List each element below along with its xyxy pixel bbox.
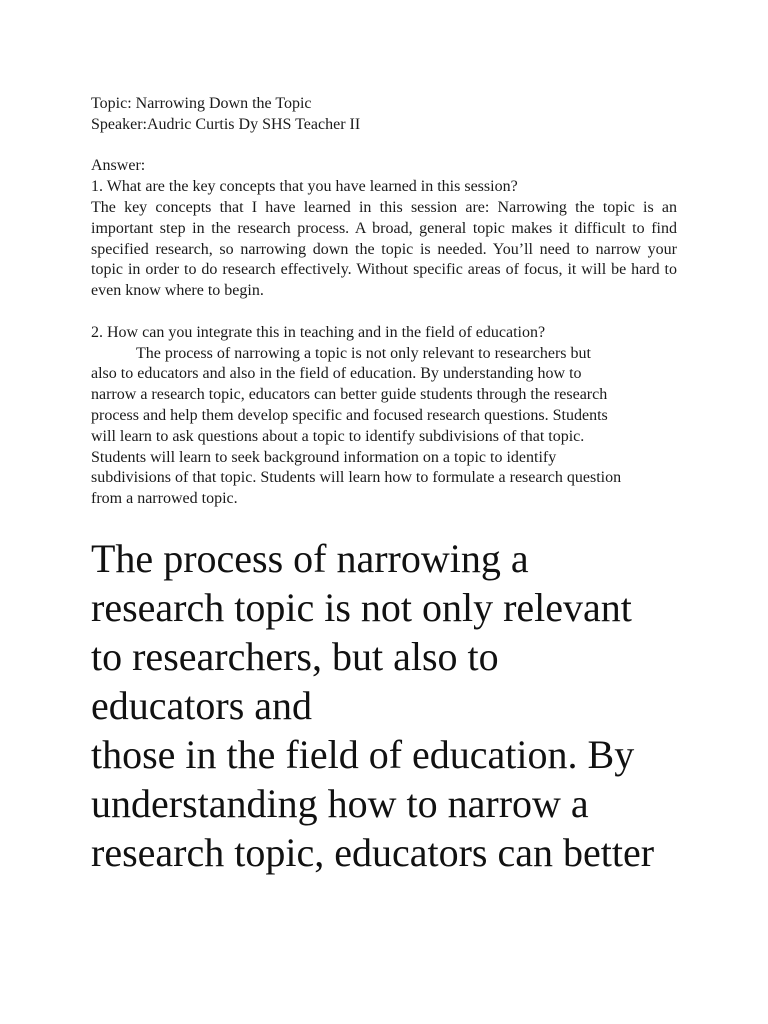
answer-2-line: from a narrowed topic. <box>91 490 238 508</box>
spacer <box>91 302 677 323</box>
answer-2-line: subdivisions of that topic. Students will learn how to formulate a research question <box>91 469 622 487</box>
answer-2-line: also to educators and also in the field of education. By understanding how to <box>91 365 582 383</box>
excerpt-line: research topic is not only relevant <box>91 585 632 630</box>
question-2: 2. How can you integrate this in teaching and in the field of education? <box>91 323 546 341</box>
answer-2-line: The process of narrowing a topic is not only relevant to researchers but <box>136 344 591 362</box>
answer-label: Answer: <box>91 157 146 175</box>
excerpt-line: to researchers, but also to <box>91 634 499 679</box>
spacer <box>91 136 677 157</box>
answer-2-line: process and help them develop specific and focused research questions. Students <box>91 406 608 424</box>
topic-line: Topic: Narrowing Down the Topic <box>91 95 312 112</box>
excerpt-line: research topic, educators can better <box>91 830 655 875</box>
excerpt-line: The process of narrowing a <box>91 536 529 581</box>
excerpt-line: educators and <box>91 683 313 728</box>
answer-2-line: Students will learn to seek background information on a topic to identify <box>91 448 557 466</box>
excerpt-line: understanding how to narrow a <box>91 781 589 826</box>
large-text-excerpt <box>91 534 691 877</box>
question-1: 1. What are the key concepts that you have learned in this session? <box>91 178 518 196</box>
document-page <box>91 94 677 510</box>
speaker-line: Speaker:Audric Curtis Dy SHS Teacher II <box>91 115 361 133</box>
answer-1-paragraph: The key concepts that I have learned in this session are: Narrowing the topic is an important step in the research process. A broad, general topic makes it difficult to find specified research, so narrowing down the topic is needed. You’ll need to narrow your topic in order to do research effectively. Without specific areas of focus, it will be hard to even know where to begin. <box>91 198 677 300</box>
excerpt-line: those in the field of education. By <box>91 732 635 777</box>
answer-2-line: will learn to ask questions about a topic to identify subdivisions of that topic. <box>91 427 585 445</box>
answer-2-line: narrow a research topic, educators can better guide students through the research <box>91 386 608 404</box>
answer-2-paragraph <box>91 344 677 510</box>
